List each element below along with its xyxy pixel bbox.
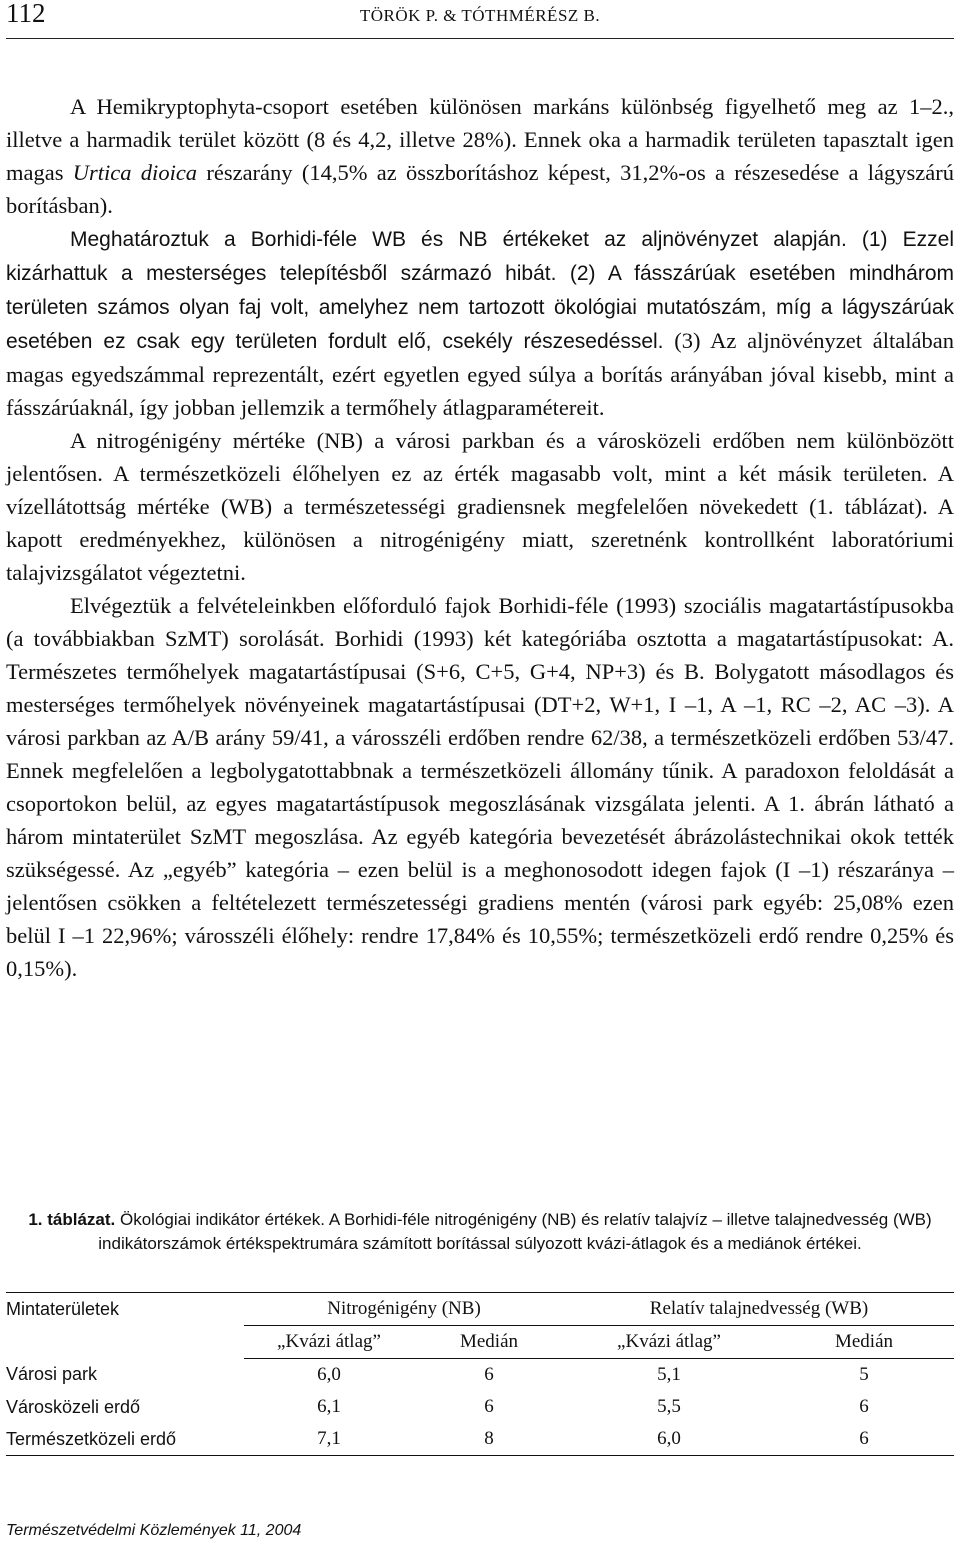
paragraph-3: A nitrogénigény mértéke (NB) a városi parkban és a városközeli erdőben nem különbözött jelentősen. A természetközeli élőhelyen ez az érték magasabb volt, mint a két másik területen. A vízellátottság mértéke (WB) a természetességi gradiensnek megfelelően növekedett (1. táblázat). A kapott eredményekhez, különösen a nitrogénigény miatt, szeretnénk kontrollként laboratóriumi talajvizsgálatot végeztetni. bbox=[6, 428, 954, 585]
row-nb-median: 8 bbox=[414, 1423, 564, 1456]
col-header-wb-median: Medián bbox=[774, 1326, 954, 1359]
row-wb-median: 6 bbox=[774, 1423, 954, 1456]
row-site: Városi park bbox=[6, 1364, 98, 1385]
table-row bbox=[6, 1359, 954, 1392]
row-site: Városközeli erdő bbox=[6, 1396, 141, 1417]
row-nb-median: 6 bbox=[484, 1364, 494, 1385]
body-text bbox=[6, 90, 954, 985]
paragraph-2-serif: (3) Az aljnövényzet általában magas egyedszámmal reprezentált, ezért egyetlen egyed súlya a borítás arányában jóval kisebb, mint a fásszárúaknál, így jobban jellemzik a termőhely átlagparamétereit. bbox=[6, 328, 954, 420]
row-nb-mean: 6,0 bbox=[317, 1364, 341, 1385]
row-wb-median: 5 bbox=[859, 1364, 869, 1385]
running-head: TÖRÖK P. & TÓTHMÉRÉSZ B. bbox=[359, 6, 601, 25]
page-header bbox=[0, 0, 960, 40]
journal-footer: Természetvédelmi Közlemények 11, 2004 bbox=[6, 1522, 302, 1539]
col-header-site: Mintaterületek bbox=[6, 1293, 244, 1359]
table-caption bbox=[6, 1208, 954, 1256]
table-row bbox=[6, 1423, 954, 1456]
paragraph-1-end: részarány (14,5% az összborításhoz képest, 31,2%-os a részesedése a lágyszárú borításban). bbox=[6, 160, 955, 218]
col-header-wb-mean: „Kvázi átlag” bbox=[564, 1326, 774, 1359]
row-wb-mean: 5,5 bbox=[657, 1396, 681, 1417]
indicator-table bbox=[6, 1292, 954, 1456]
row-nb-median: 6 bbox=[484, 1396, 494, 1417]
page-number: 112 bbox=[6, 0, 46, 28]
table-header-row bbox=[6, 1293, 954, 1326]
row-site: Természetközeli erdő bbox=[6, 1423, 244, 1456]
row-nb-mean: 6,1 bbox=[317, 1396, 341, 1417]
row-wb-median: 6 bbox=[859, 1396, 869, 1417]
header-rule bbox=[6, 38, 954, 39]
table-caption-label: 1. táblázat. bbox=[28, 1210, 116, 1229]
species-name: Urtica dioica bbox=[72, 160, 198, 185]
paragraph-2-sans: Meghatároztuk a Borhidi-féle WB és NB értékeket az aljnövényzet alapján. (1) Ezzel kizárhattuk a mesterséges telepítésből származó hibát. (2) A fásszárúak esetében mindhárom területen számos olyan faj volt, amelyhez nem tartozott ökológiai mutatószám, míg a lágyszárúak esetében ez csak egy területen fordult elő, csekély részesedéssel. bbox=[6, 228, 954, 353]
row-wb-mean: 6,0 bbox=[564, 1423, 774, 1456]
table-row bbox=[6, 1391, 954, 1423]
paragraph-1-text: A Hemikryptophyta-csoport esetében különösen markáns különbség figyelhető meg az 1–2., illetve a harmadik terület között (8 és 4,2, illetve 28%). Ennek oka a harmadik területen tapasztalt igen magas bbox=[6, 94, 954, 185]
col-header-nb-median: Medián bbox=[414, 1326, 564, 1359]
row-wb-mean: 5,1 bbox=[657, 1364, 681, 1385]
paragraph-1 bbox=[6, 90, 954, 222]
col-header-wb: Relatív talajnedvesség (WB) bbox=[564, 1293, 954, 1326]
paragraph-2 bbox=[6, 222, 954, 424]
paragraph-4: Elvégeztük a felvételeinkben előforduló fajok Borhidi-féle (1993) szociális magatartástípusokba (a továbbiakban SzMT) sorolását. Borhidi (1993) két kategóriába osztotta a magatartástípusokat: A. Természetes termőhelyek magatartástípusai (S+6, C+5, G+4, NP+3) és B. Bolygatott másodlagos és mesterséges termőhelyek növényeinek magatartástípusai (DT+2, W+1, I –1, A –1, RC –2, AC –3). A városi parkban az A/B arány 59/41, a városszéli erdőben rendre 62/38, a természetközeli erdőben 53/47. Ennek megfelelően a legbolygatottabbnak a természetközeli állomány tűnik. A paradoxon feloldását a csoportokon belül, az egyes magatartástípusok megoszlásának vizsgálata jelenti. A 1. ábrán látható a három mintaterület SzMT megoszlása. Az egyéb kategória bevezetését ábrázolástechnikai okok tették szükségessé. Az „egyéb” kategória – ezen belül is a meghonosodott idegen fajok (I –1) részaránya – jelentősen csökken a feltételezett természetességi gradiens mentén (városi park egyéb: 25,08% ezen belül I –1 22,96%; városszéli élőhely: rendre 17,84% és 10,55%; természetközeli erdő rendre 0,25% és 0,15%). bbox=[6, 593, 954, 981]
col-header-nb-mean: „Kvázi átlag” bbox=[244, 1326, 414, 1359]
col-header-nb: Nitrogénigény (NB) bbox=[244, 1293, 564, 1326]
row-nb-mean: 7,1 bbox=[244, 1423, 414, 1456]
table-caption-text: Ökológiai indikátor értékek. A Borhidi-féle nitrogénigény (NB) és relatív talajvíz – illetve talajnedvesség (WB) indikátorszámok értékspektrumára számított borítással súlyozott kvázi-átlagok és a mediánok értékei. bbox=[98, 1210, 932, 1253]
